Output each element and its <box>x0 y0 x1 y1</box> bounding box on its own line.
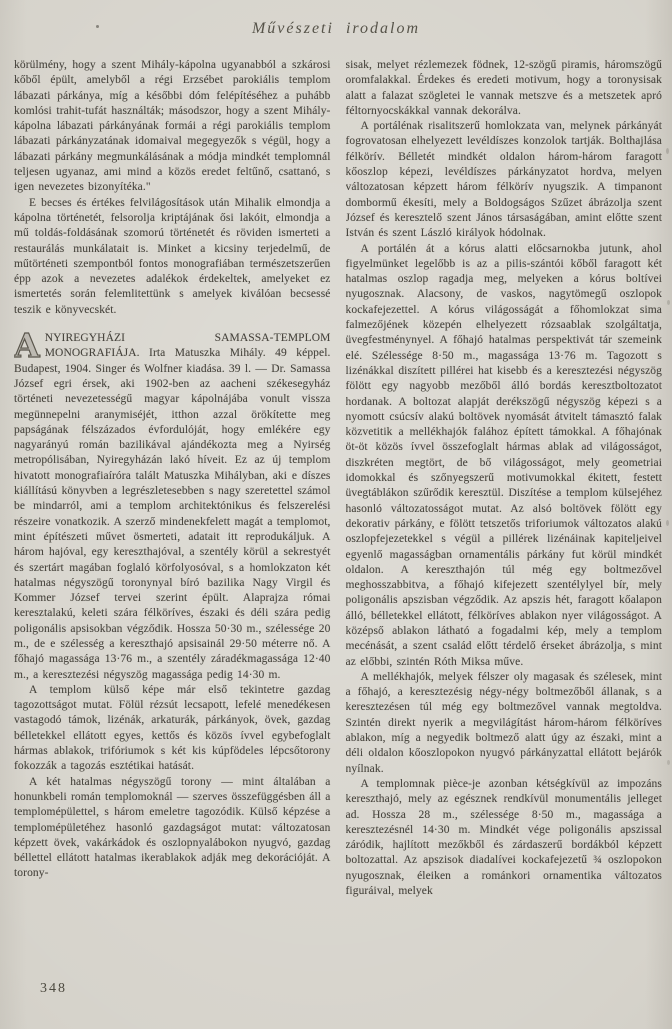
scan-speck <box>96 25 99 28</box>
dropcap-initial: A <box>14 326 40 366</box>
scan-speck <box>667 760 670 765</box>
paragraph: A portálén át a kórus alatti előcsarnokba jutunk, ahol figyelmünket legelőbb is az a pilis-szántói kőből faragott két hatalmas oszlop ragadja meg, melyeken a kórus boltívei nyugosznak. Alacsony, de vaskos, nagytömegű oszlopok kockafejezettel. A kórus világosságát a főhomlokzat sima falmezőjének közepén elhelyezett rózsaablak szolgáltatja, üvegfestménynyel. A főhajó hatalmas perspektivát tár szemeink elé. Szélessége 8·50 m., magassága 13·76 m. Tagozott s lizénákkal diszített pillérei hat kisebb és a keresztezési négyszög fölött egy nagyobb mezőből álló bordás keresztboltozatot hordanak. A boltozat alapját derékszögű négyszög képezi s a nyomott csúcsív alakú boltövek nyomását átvitelt támasztó falak közvetitik a mellékhajók falához épített támokkal. A főhajónak öt-öt közös ívvel összefoglalt hármas ablak ad világosságot, diszkréten megtört, de bő világosságot, mely geometriai idomokkal és szőnyegszerű motivumokkal ékitett, festett üvegtáblákon szűrődik keresztül. Diszítése a templom külsejéhez hasonló változatosságot mutat. Az alsó boltövek fölött egy dekorativ párkány, e fölött tetszetős triforiumok változatos alakú oszlopfejezetekkel s végül a pillérek lizénáinak kapiteljeivel egyenlő magasságban ornamentális párkány fut körül mindkét oldalon. A kereszthajón túl még egy boltmezővel meghosszabbitva, a főhajó kifejezett szentélylyel bír, mely poligonális apszisban végződik. Az apszis hét, faragott kőalapon álló, bélletekkel ellátott, félköríves ablakon nyer világosságot. A középső ablakon látható a fogadalmi kép, mely a templom mecénását, a szent család előtt térdelő érseket ábrázolja, s mint az előbbi, szintén Róth Miksa műve. <box>345 242 662 668</box>
scan-speck <box>666 148 669 154</box>
paragraph: A portálénak risalitszerű homlokzata van, melynek párkányát fogrovatosan elhelyezett levéldíszes konzolok tartják. Bolthajlása félkörív. Bélletét mindkét oldalon három-három faragott kőoszlop képezi, levéldíszes párkányzatot hordva, melyen változatosan képzett három félkörív nyugszik. A timpanont dombormű ékesíti, mely a Boldogságos Szűzet ábrázolja szent József és keresztelő szent János társaságában, amint előtte szent István és szent László királyok hódolnak. <box>345 120 662 240</box>
page-number: 348 <box>40 981 67 996</box>
text-columns <box>14 58 662 983</box>
section-text: NYIREGYHÁZI SAMASSA-TEMPLOM MONOGRAFIÁJA. Irta Matuszka Mihály. 49 képpel. Budapest, 1904. Singer és Wolfner kiadása. 39 l. — Dr. Samassa József egri érsek, aki 1902-ben az aacheni székesegyház történeti nevezetességű magyar kápolnájába vonult vissza megünnepelni aranymiséjét, itthon azzal örökítette meg papságának félszázados évfordulóját, hogy emlékére egy nagyarányú román bazilikával ajándékozta meg a Nyirség metropólisában, Nyiregyházán lakó híveit. Ez az új templom hivatott monografiaíróra talált Matuszka Mihályban, aki e díszes kiállítású könyvben a legrészletesebben s nagy szeretettel számol be mindarról, ami a templom architektónikus és felszerelési részeire vonatkozik. A szerző mindenekfelett magát a templomot, mint építészeti művet ösmerteti, adatait itt reprodukáljuk. A három hajóval, egy kereszthajóval, a szentély körül a sekrestyét és szertárt magában foglaló körfolyosóval, s a homlokzaton két hatalmas négyszögű toronynyal bíró bazilika Nagy Virgil és Kommer József tervei szerint épült. Alaprajza római keresztalakú, keleti szára félköríves, északi és déli szára pedig poligonális apsisokban végződik. Hossza 50·30 m., szélessége 20 m., de e szélesség a kereszthajó apsisainál 29·50 méterre nő. A főhajó magassága 13·76 m., a szentély záradékmagassága 12·40 m., a keresztezési négyszög magassága pedig 14·30 m. <box>14 332 331 681</box>
paragraph: körülmény, hogy a szent Mihály-kápolna ugyanabból a szkárosi kőből épült, amelyből a régi Erzsébet parokiális templom lábazati párkánya, míg a későbbi dóm felépítéséhez a puhább komlósi trahit-tufát használták; másodszor, hogy a szent Mihály-kápolna lábazati párkányának formái a régi parokiális templom lábazati párkányzatának idomaival megegyezők s végül, hogy a lábazati párkány megmunkálásának a módja mindkét templomnál teljesen ugyanaz, ami mind a közös eredet feltűnő, csattanó, s igen nevezetes bizonyítéka." <box>14 59 331 194</box>
paragraph: E becses és értékes felvilágosítások után Mihalik elmondja a kápolna történetét, felsorolja kriptájának ősi lakóit, elmondja a mű toldás-foldásának szomorú történetét és röviden ismerteti a restaurálás munkálatait is. Minket a kicsiny terjedelmű, de műtörténeti szempontból fontos monografiában természetszerűen épp azok a nevezetes adalékok érdekeltek, amelyeket ez ismertetés során felemlitettünk s amelyek kiválóan becsessé teszik e könyvecskét. <box>14 196 331 316</box>
page-header-title: Művészeti irodalom <box>251 20 421 37</box>
left-column <box>14 58 331 983</box>
scan-speck <box>666 520 669 526</box>
section-paragraph <box>14 326 331 683</box>
paragraph: A mellékhajók, melyek félszer oly magasak és szélesek, mint a főhajó, a keresztezésig négy-négy boltmezőből állanak, s a keresztezésen túl még egy boltmezővel vannak megtoldva. Szintén direkt nyerik a megvilágítást három-három félköríves ablakon, míg a negyedik boltmező alatt úgy az északi, mint a déli oldalon kőoszlopokon nyugvó párkányzattal ellátott bejárók nyílnak. <box>345 670 662 775</box>
scan-speck <box>667 300 670 305</box>
paragraph: A templom külső képe már első tekintetre gazdag tagozottságot mutat. Fölül rézsút lecsapott, lefelé menedékesen vastagodó támok, lizénák, arkaturák, párkányok, övek, gazdag bélletekkel ellátott egyes, kettős és közös ívvel egybefoglalt hármas ablakok, trifóriumok s két kis kúpfödeles lépcsőtorony fokozzák a tagozás esztétikai hatását. <box>14 683 331 773</box>
paragraph: A templomnak pièce-je azonban kétségkívül az impozáns kereszthajó, mely az egésznek rendkívül monumentális jelleget ad. Hossza 28 m., szélessége 8·50 m., magassága a keresztezésnél 14·30 m. Mindkét vége poligonális apszissal záródik, hajlított mezőkből és zárdaszerű bordákból képzett boltozattal. Az apszisok diadalívei kockafejezetű ¾ oszlopokon nyugosznak, éleiken a románkori ornamentika változatos figuráival, melyek <box>345 777 662 898</box>
right-column <box>346 58 663 983</box>
paragraph: A két hatalmas négyszögű torony — mint általában a honunkbeli román templomoknál — szerves összefüggésben áll a templomépülettel, s három emeletre tagozódik. Külső képzése a templomépületéhez hasonló gazdagságot mutat: változatosan képzett övek, vakárkádok és oszlopnyalábokon nyugvó, gazdag béllettel ellátott hatalmas ikerablakok adják meg dekorációját. A torony- <box>14 775 331 880</box>
paragraph: sisak, melyet rézlemezek födnek, 12-szögű piramis, háromszögű oromfalakkal. Érdekes és eredeti motivum, hogy a toronysisak alatt a falazat szögletei le vannak metszve és a metszetek apró féltornyocskákkal vannak dekorálva. <box>345 59 662 117</box>
